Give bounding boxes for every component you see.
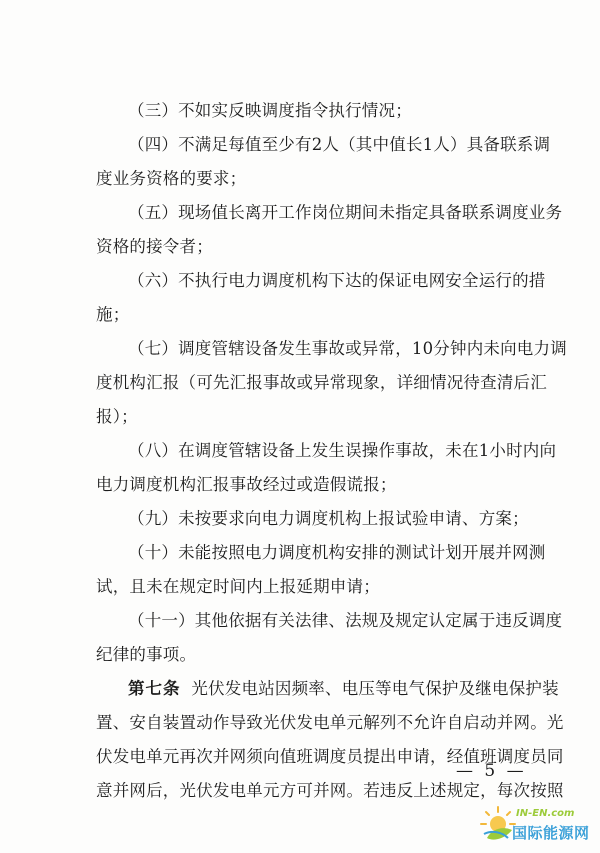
item-7-line-3: 报）； [96,407,138,426]
article-7-first-text: 光伏发电站因频率、电压等电气保护及继电保护装 [191,679,559,698]
article-heading: 第七条 [128,679,181,698]
item-6-line-2: 施； [96,305,130,324]
item-6-line-1: （六）不执行电力调度机构下达的保证电网安全运行的措 [128,271,546,290]
item-5-line-2: 资格的接令者； [96,237,213,256]
item-5-line-1: （五）现场值长离开工作岗位期间未指定具备联系调度业务 [128,203,563,222]
item-8-line-1: （八）在调度管辖设备上发生误操作事故，未在1小时内向 [128,441,557,460]
article-7-line-4: 意并网后，光伏发电单元方可并网。若违反上述规定，每次按照 [96,781,564,800]
item-9-line: （九）未按要求向电力调度机构上报试验申请、方案； [128,509,529,528]
watermark-name: 国际能源网 [512,824,590,842]
item-10-line-2: 试，且未在规定时间内上报延期申请； [96,577,380,596]
item-10-line-1: （十）未能按照电力调度机构安排的测试计划开展并网测 [128,543,546,562]
item-7-line-1: （七）调度管辖设备发生事故或异常，10分钟内未向电力调 [128,339,567,358]
item-4-line-1: （四）不满足每值至少有2人（其中值长1人）具备联系调 [128,135,551,154]
item-7-line-2: 度机构汇报（可先汇报事故或异常现象，详细情况待查清后汇 [96,373,547,392]
page-number: — 5 — [456,761,527,781]
article-7-line-3: 伏发电单元再次并网须向值班调度员提出申请，经值班调度员同 [96,747,564,766]
item-3-line: （三）不如实反映调度指令执行情况； [128,101,412,120]
item-8-line-2: 电力调度机构汇报事故经过或造假谎报； [96,475,397,494]
article-7-line-2: 置、安自装置动作导致光伏发电单元解列不允许自启动并网。光 [96,713,564,732]
item-4-line-2: 度业务资格的要求； [96,169,247,188]
item-11-line-1: （十一）其他依据有关法律、法规及规定认定属于违反调度 [128,611,563,630]
watermark-logo [470,800,598,850]
watermark-code: IN-EN.com [516,808,575,819]
item-11-line-2: 纪律的事项。 [96,645,197,664]
article-7-line-1 [128,672,559,706]
